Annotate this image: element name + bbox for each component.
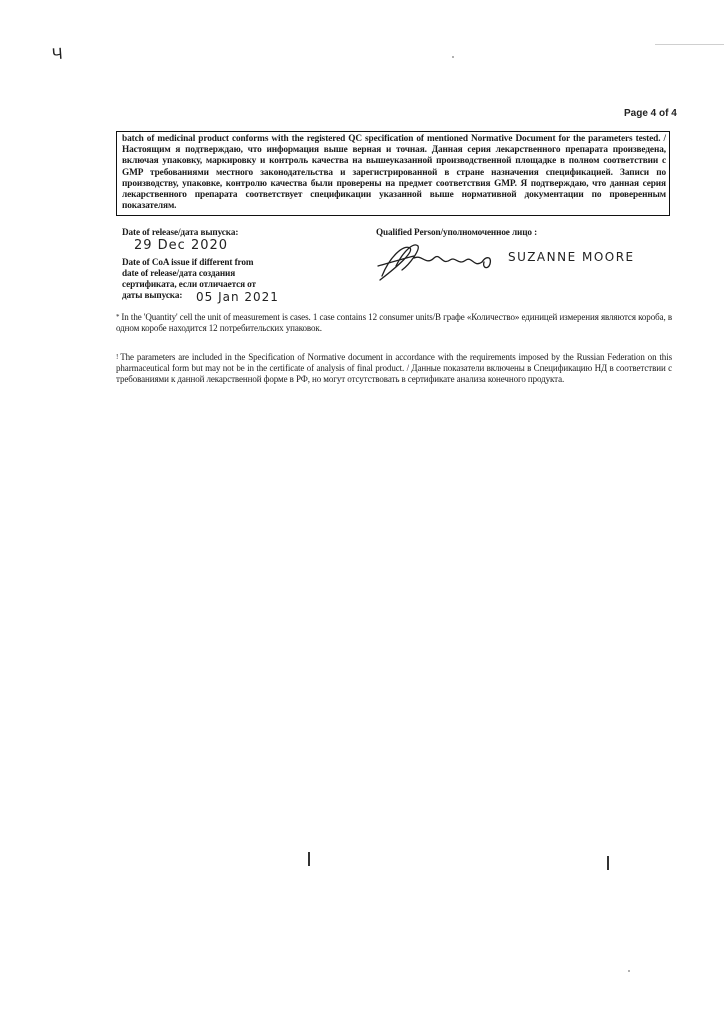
parameters-footnote xyxy=(116,352,672,384)
scan-edge-line xyxy=(655,44,724,45)
coa-date-label-line-3: сертификата, если отличается от xyxy=(122,279,256,289)
qualified-person-label: Qualified Person/уполномоченное лицо : xyxy=(376,227,538,237)
margin-handwritten-mark: Ч xyxy=(51,45,64,64)
coa-date-label-line-2: date of release/дата создания xyxy=(122,268,236,278)
declaration-box xyxy=(116,131,670,216)
parameters-footnote-mark: ! xyxy=(116,353,119,361)
page-number: Page 4 of 4 xyxy=(624,108,677,119)
release-date-handwritten: 29 Dec 2020 xyxy=(134,238,229,253)
scan-mark-left xyxy=(308,852,310,866)
scan-speck xyxy=(452,56,454,58)
coa-date-label-line-4: даты выпуска: xyxy=(122,290,183,300)
scan-speck-bottom xyxy=(628,970,630,972)
quantity-footnote-mark: * xyxy=(116,313,120,321)
quantity-footnote-text: In the 'Quantity' cell the unit of measurement is cases. 1 case contains 12 consumer units/В графе «Количество» единицей измерения являются короба, в одном коробе находится 12 потребительских упаковок. xyxy=(116,312,672,333)
declaration-text: batch of medicinal product conforms with the registered QC specification of mentioned Normative Document for the parameters tested. / Настоящим я подтверждаю, что информация выше верная и точная. Данная серия лекарственного препарата произведена, включая упаковку, маркировку и контроль качества на вышеуказанной производственной площадке в полном соответствии с GMP требованиями местного законодательства и зарегистрированной в стране назначения спецификацией. Записи по производству, упаковке, контролю качества были проверены на предмет соответствия GMP. Я подтверждаю, что данная серия лекарственного препарата соответствует спецификации указанной выше нормативной документации по проверенным показателям. xyxy=(122,134,666,212)
release-date-label: Date of release/дата выпуска: xyxy=(122,227,239,237)
coa-date-handwritten: 05 Jan 2021 xyxy=(196,290,279,304)
signature-name: SUZANNE MOORE xyxy=(508,250,635,264)
coa-date-label-line-1: Date of CoA issue if different from xyxy=(122,257,254,267)
scan-mark-right xyxy=(607,856,609,870)
quantity-footnote xyxy=(116,312,672,334)
parameters-footnote-text: The parameters are included in the Specification of Normative document in accordance with the requirements imposed by the Russian Federation on this pharmaceutical form but may not be in the certificate of analysis of final product. / Данные показатели включены в Спецификацию НД в соответствии с требованиями к данной лекарственной форме в РФ, но могут отсутствовать в сертификате анализа конечного продукта. xyxy=(116,352,672,384)
